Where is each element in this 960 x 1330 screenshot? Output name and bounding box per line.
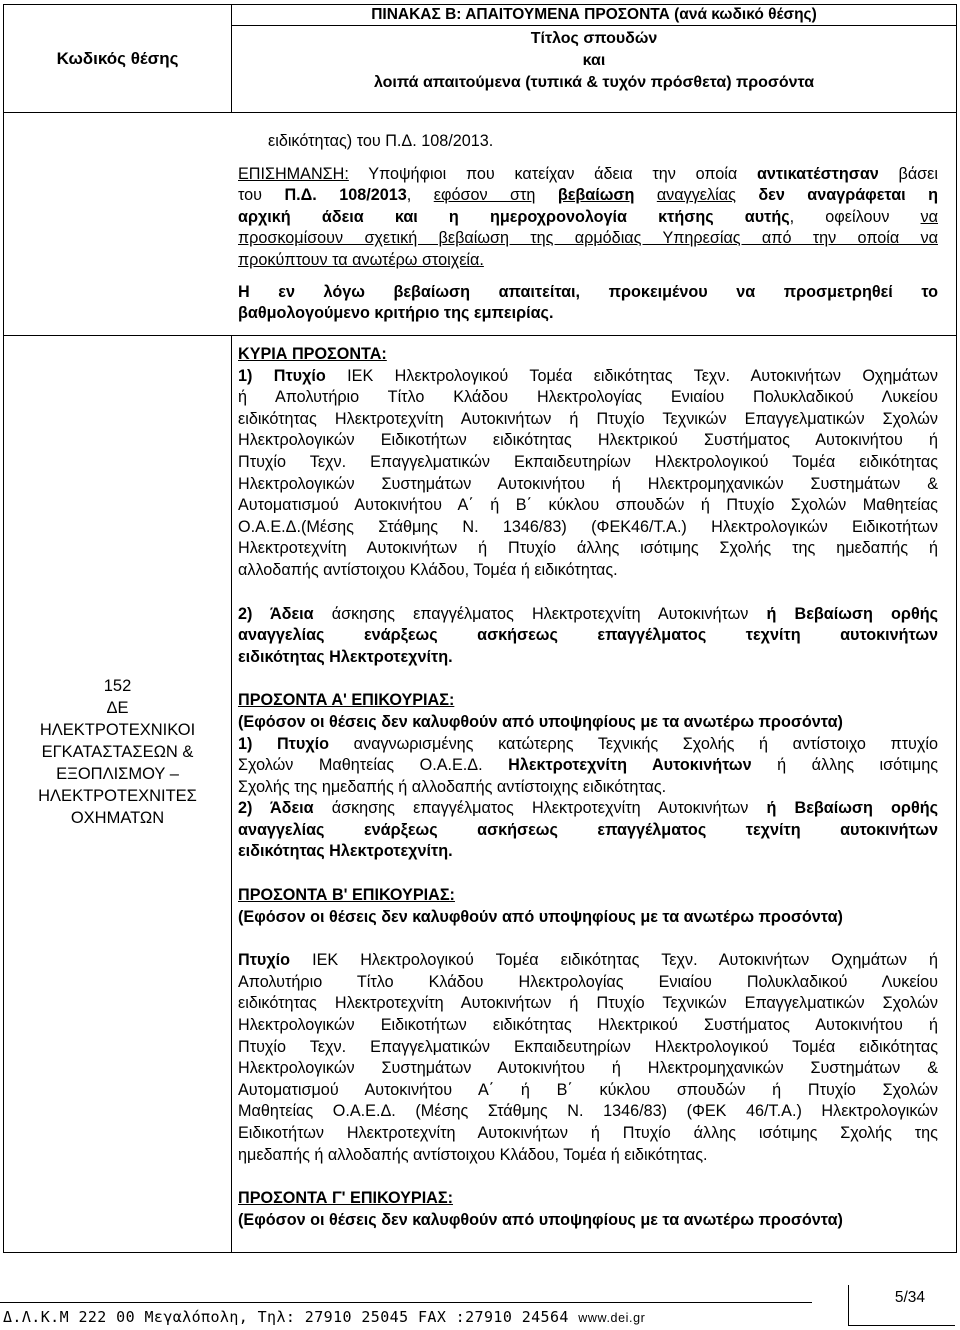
position-title-line: ΕΓΚΑΤΑΣΤΑΣΕΩΝ & — [41, 743, 194, 761]
page-number: 5/34 — [894, 1289, 925, 1306]
header-line-1: Τίτλος σπουδών — [530, 30, 658, 47]
header-line-3: λοιπά απαιτούμενα (τυπικά & τυχόν πρόσθετα) προσόντα — [373, 74, 815, 91]
qualifications-cell: ΚΥΡΙΑ ΠΡΟΣΟΝΤΑ: 1) Πτυχίο ΙΕΚ Ηλεκτρολογικού Τομέα ειδικότητας Τεχν. Αυτοκινήτων Οχημάτων ή Απολυτήριο Τίτλο Κλάδου Ηλεκτρολογίας Ενιαίου Πολυκλαδικού Λυκείου ειδικότητας Ηλεκτροτεχνίτη Αυτοκινήτων ή Πτυχίο Τεχνικών Επαγγελματικών Σχολών Ηλεκτρολογικών Ειδικοτήτων ειδικότητας Ηλεκτρικού Συστήματος Αυτοκινήτου ή Πτυχίο Τεχν. Επαγγελματικών Εκπαιδευτηρίων Ηλεκτρολογικού Τομέα ειδικότητας Ηλεκτρολογικών Συστημάτων Αυτοκινήτου ή Ηλεκτρομηχανικών Συστημάτων & Αυτοματισμού Αυτοκινήτου Α΄ ή Β΄ κύκλου σπουδών ή Πτυχίο Σχολών Μαθητείας Ο.Α.Ε.Δ.(Μέσης Στάθμης Ν. 1346/83) (ΦΕΚ46/Τ.Α.) Ηλεκτρολογικών Ειδικοτήτων Ηλεκτροτεχνίτη Αυτοκινήτων ή Πτυχίο άλλης ισότιμης Σχολής της ημεδαπής ή αλλοδαπής αντίστοιχου Κλάδου, Τομέα ή ειδικότητας. 2) Άδεια άσκησης επαγγέλματος Ηλεκτροτεχνίτη Αυτοκινήτων ή Βεβαίωση ορθής αναγγελίας ενάρξεως ασκήσεως επαγγέλματος τεχνίτη αυτοκινήτων ειδικότητας Ηλεκτροτεχνίτη. ΠΡΟΣΟΝΤΑ Α' ΕΠΙΚΟΥΡΙΑΣ: (Εφόσον οι θέσεις δεν καλυφθούν από υποψηφίους με τα ανωτέρω προσόντα) 1) Πτυχίο αναγνωρισμένης κατώτερης Τεχνικής Σχολής ή αντίστοιχο πτυχίο Σχολών Μαθητείας Ο.Α.Ε.Δ. Ηλεκτροτεχνίτη Αυτοκινήτων ή άλλης ισότιμης Σχολής της ημεδαπής ή αλλοδαπής αντίστοιχης ειδικότητας. 2) Άδεια άσκησης επαγγέλματος Ηλεκτροτεχνίτη Αυτοκινήτων ή Βεβαίωση ορθής αναγγελίας ενάρξεως ασκήσεως επαγγέλματος τεχνίτη αυτοκινήτων ειδικότητας Ηλεκτροτεχνίτη. ΠΡΟΣΟΝΤΑ Β' ΕΠΙΚΟΥΡΙΑΣ: (Εφόσον οι θέσεις δεν καλυφθούν από υποψηφίους με τα ανωτέρω προσόντα) Πτυχίο ΙΕΚ Ηλεκτρολογικού Τομέα ειδικότητας Τεχν. Αυτοκινήτων Οχημάτων ή Απολυτήριο Τίτλο Κλάδου Ηλεκτρολογίας Ενιαίου Πολυκλαδικού Λυκείου ειδικότητας Ηλεκτροτεχνίτη Αυτοκινήτων ή Πτυχίο Τεχνικών Επαγγελματικών Σχολών Ηλεκτρολογικών Ειδικοτήτων ειδικότητας Ηλεκτρικού Συστήματος Αυτοκινήτου ή Πτυχίο Τεχν. Επαγγελματικών Εκπαιδευτηρίων Ηλεκτρολογικού Τομέα ειδικότητας Ηλεκτρολογικών Συστημάτων Αυτοκινήτου ή Ηλεκτρομηχανικών Συστημάτων & Αυτοματισμού Αυτοκινήτου Α΄ ή Β΄ κύκλου σπουδών ή Πτυχίο Σχολών Μαθητείας Ο.Α.Ε.Δ. (Μέσης Στάθμης Ν. 1346/83) (ΦΕΚ 46/Τ.Α.) Ηλεκτρολογικών Ειδικοτήτων Ηλεκτροτεχνίτη Αυτοκινήτων ή Πτυχίο άλλης ισότιμης Σχολής της ημεδαπής ή αλλοδαπής αντίστοιχου Κλάδου, Τομέα ή ειδικότητας. ΠΡΟΣΟΝΤΑ Γ' ΕΠΙΚΟΥΡΙΑΣ: (Εφόσον οι θέσεις δεν καλυφθούν από υποψηφίους με τα ανωτέρω προσόντα) — [232, 336, 957, 1253]
requirements-table — [3, 4, 957, 1253]
c-qualifications-heading: ΠΡΟΣΟΝΤΑ Γ' ΕΠΙΚΟΥΡΙΑΣ: — [238, 1189, 453, 1208]
footer-website: www.dei.gr — [578, 1311, 646, 1325]
position-code: 152 — [103, 677, 132, 695]
notice-label: ΕΠΙΣΗΜΑΝΣΗ: — [238, 164, 349, 183]
code-column-header: Κωδικός θέσης — [4, 5, 232, 113]
position-title-line: ΗΛΕΚΤΡΟΤΕΧΝΙΤΕΣ — [38, 787, 197, 805]
experience-note: Η εν λόγω βεβαίωση απαιτείται, προκειμένου να προσμετρηθεί το — [238, 282, 938, 301]
footer-address: Δ.Λ.Κ.Μ 222 00 Μεγαλόπολη, Τηλ: 27910 25045 FAX :27910 24564 www.dei.gr — [3, 1308, 646, 1326]
b-qualifications-heading: ΠΡΟΣΟΝΤΑ Β' ΕΠΙΚΟΥΡΙΑΣ: — [238, 886, 455, 905]
position-title-line: ΟΧΗΜΑΤΩΝ — [70, 809, 165, 827]
position-category: ΔΕ — [106, 699, 129, 717]
table-title: ΠΙΝΑΚΑΣ Β: ΑΠΑΙΤΟΥΜΕΝΑ ΠΡΟΣΟΝΤΑ (ανά κωδικό θέσης) — [232, 5, 957, 26]
a-qualifications-heading: ΠΡΟΣΟΝΤΑ Α' ΕΠΙΚΟΥΡΙΑΣ: — [238, 691, 455, 710]
footer-rule — [0, 1302, 812, 1303]
page-number-box — [848, 1285, 955, 1326]
description-column-header — [232, 26, 957, 113]
position-title-line: ΗΛΕΚΤΡΟΤΕΧΝΙΚΟΙ — [39, 721, 196, 739]
header-line-2: και — [582, 52, 606, 69]
main-qualifications-heading: ΚΥΡΙΑ ΠΡΟΣΟΝΤΑ: — [238, 345, 387, 363]
position-title-line: ΕΞΟΠΛΙΣΜΟΥ – — [56, 765, 179, 783]
continuation-row — [4, 113, 957, 336]
continuation-line: ειδικότητας) του Π.Δ. 108/2013. — [268, 132, 494, 150]
notice-block: ΕΠΙΣΗΜΑΝΣΗ: Υποψήφιοι που κατείχαν άδεια την οποία αντικατέστησαν βάσει του Π.Δ. 108/2013, εφόσον στη βεβαίωση αναγγελίας δεν αναγράφεται η αρχική άδεια και η ημεροχρονολογία κτήσης αυτής, οφείλουν να προσκομίσουν σχετική βεβαίωση της αρμόδιας Υπηρεσίας από την οποία να προκύπτουν τα ανωτέρω στοιχεία. Η εν λόγω βεβαίωση απαιτείται, προκειμένου να προσμετρηθεί το βαθμολογούμενο κριτήριο της εμπειρίας. — [238, 164, 938, 323]
position-code-cell — [4, 336, 232, 1253]
